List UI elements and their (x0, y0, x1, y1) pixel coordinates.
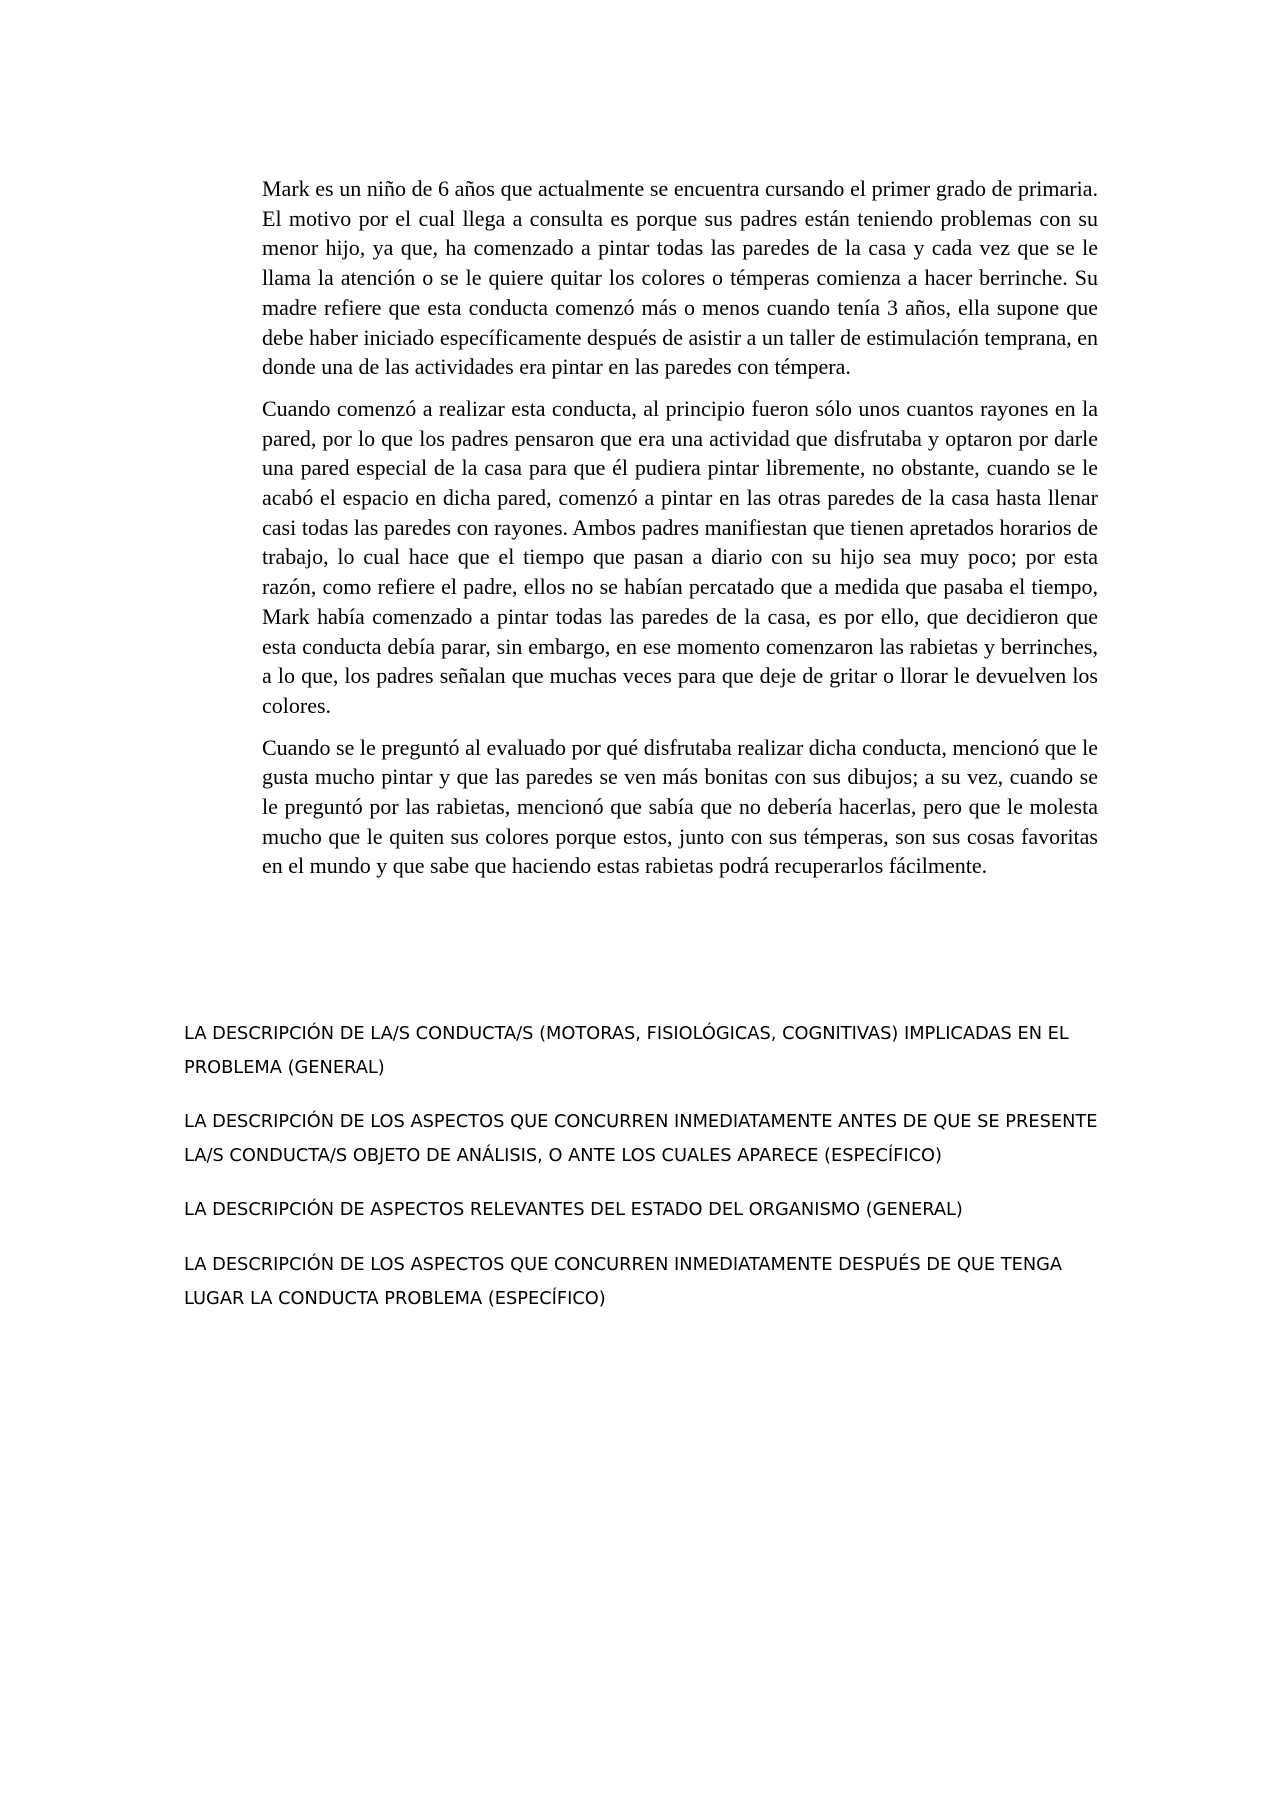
case-narrative (262, 174, 1098, 893)
analysis-headings (184, 1017, 1104, 1336)
case-paragraph-1: Mark es un niño de 6 años que actualmente se encuentra cursando el primer grado de primaria. El motivo por el cual llega a consulta es porque sus padres están teniendo problemas con su menor hijo, ya que, ha comenzado a pintar todas las paredes de la casa y cada vez que se le llama la atención o se le quiere quitar los colores o témperas comienza a hacer berrinche. Su madre refiere que esta conducta comenzó más o menos cuando tenía 3 años, ella supone que debe haber iniciado específicamente después de asistir a un taller de estimulación temprana, en donde una de las actividades era pintar en las paredes con témpera. (262, 176, 1098, 380)
heading-consecuentes: LA DESCRIPCIÓN DE LOS ASPECTOS QUE CONCURREN INMEDIATAMENTE DESPUÉS DE QUE TENGA LUGAR LA CONDUCTA PROBLEMA (ESPECÍFICO) (184, 1253, 1063, 1309)
heading-estado-organismo: LA DESCRIPCIÓN DE ASPECTOS RELEVANTES DEL ESTADO DEL ORGANISMO (GENERAL) (184, 1199, 963, 1221)
heading-antecedentes: LA DESCRIPCIÓN DE LOS ASPECTOS QUE CONCURREN INMEDIATAMENTE ANTES DE QUE SE PRESENTE LA/S CONDUCTA/S OBJETO DE ANÁLISIS, O ANTE LOS CUALES APARECE (ESPECÍFICO) (184, 1111, 1098, 1166)
case-paragraph-3: Cuando se le preguntó al evaluado por qué disfrutaba realizar dicha conducta, mencionó que le gusta mucho pintar y que las paredes se ven más bonitas con sus dibujos; a su vez, cuando se le preguntó por las rabietas, mencionó que sabía que no debería hacerlas, pero que le molesta mucho que le quiten sus colores porque estos, junto con sus témperas, son sus cosas favoritas en el mundo y que sabe que haciendo estas rabietas podrá recuperarlos fácilmente. (262, 734, 1098, 879)
heading-conductas: LA DESCRIPCIÓN DE LA/S CONDUCTA/S (MOTORAS, FISIOLÓGICAS, COGNITIVAS) IMPLICADAS EN EL PROBLEMA (GENERAL) (184, 1023, 1069, 1078)
case-paragraph-2: Cuando comenzó a realizar esta conducta, al principio fueron sólo unos cuantos rayones en la pared, por lo que los padres pensaron que era una actividad que disfrutaba y optaron por darle una pared especial de la casa para que él pudiera pintar libremente, no obstante, cuando se le acabó el espacio en dicha pared, comenzó a pintar en las otras paredes de la casa hasta llenar casi todas las paredes con rayones. Ambos padres manifiestan que tienen apretados horarios de trabajo, lo cual hace que el tiempo que pasan a diario con su hijo sea muy poco; por esta razón, como refiere el padre, ellos no se habían percatado que a medida que pasaba el tiempo, Mark había comenzado a pintar todas las paredes de la casa, es por ello, que decidieron que esta conducta debía parar, sin embargo, en ese momento comenzaron las rabietas y berrinches, a lo que, los padres señalan que muchas veces para que deje de gritar o llorar le devuelven los colores. (262, 395, 1098, 718)
